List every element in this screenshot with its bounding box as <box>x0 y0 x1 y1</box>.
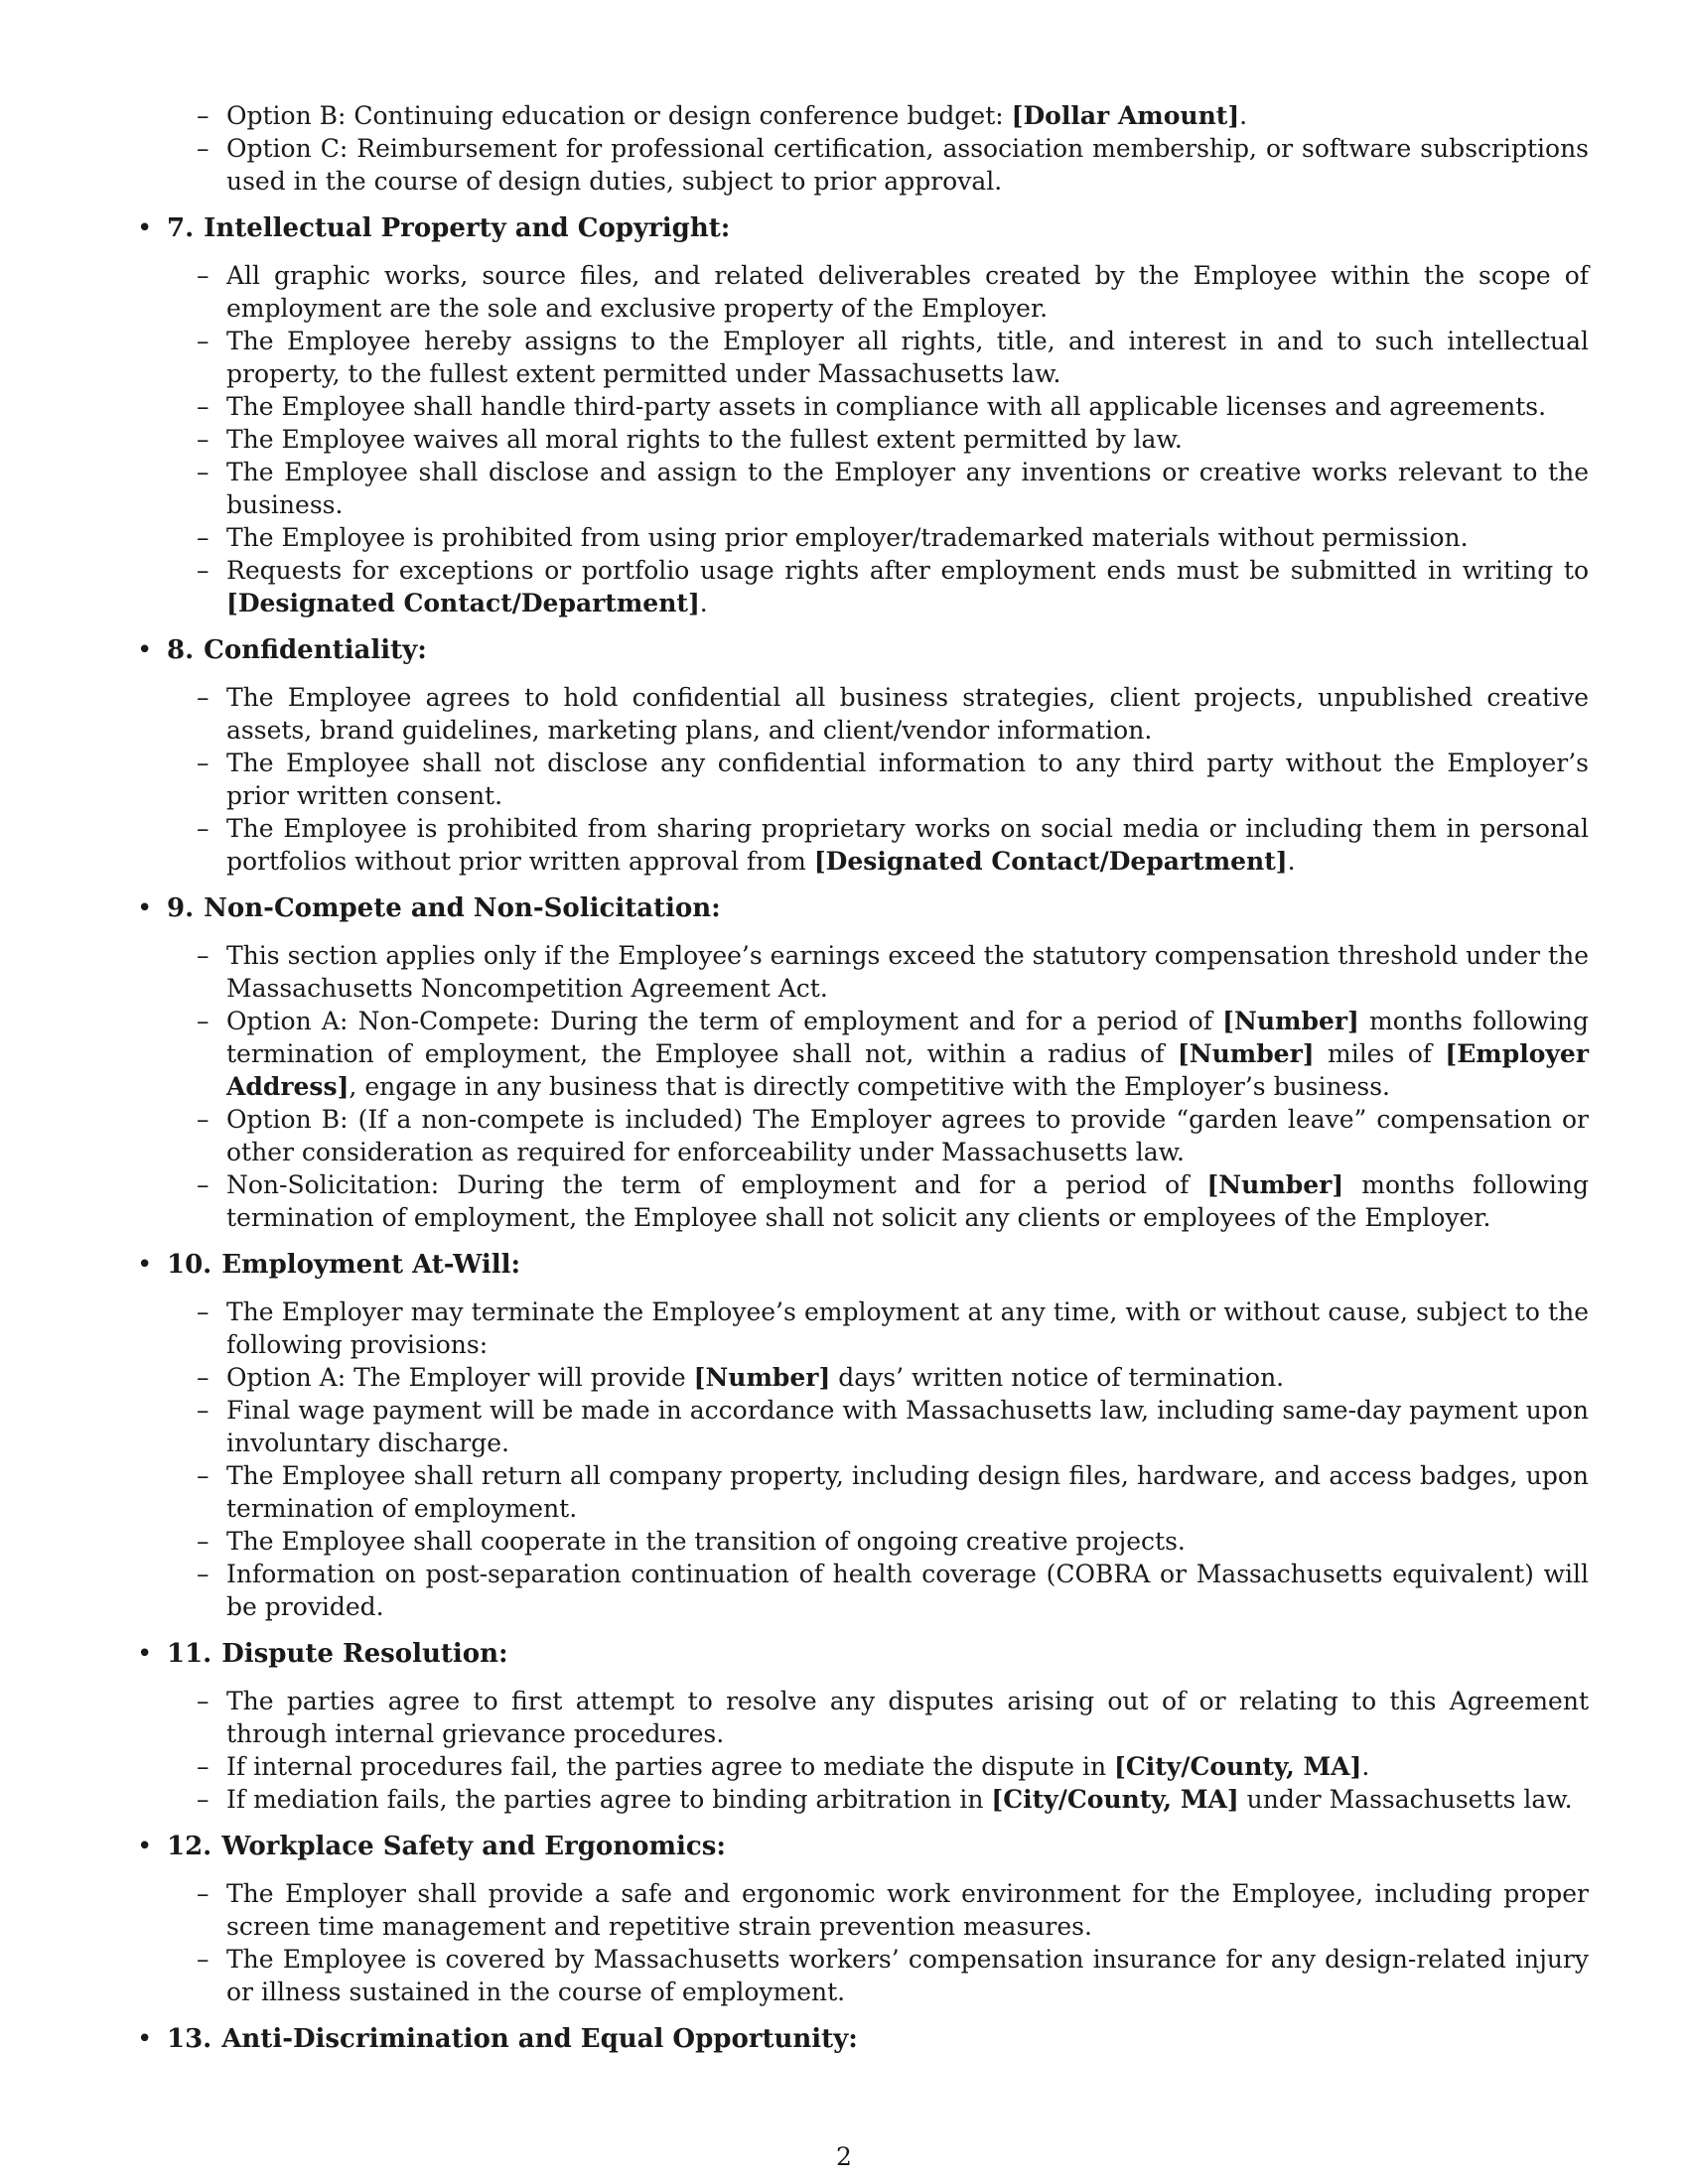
item-text: months following termination of employment, the Employee shall not, within a radius of <box>226 1007 1590 1068</box>
item-text: . <box>699 589 708 617</box>
list-item <box>137 456 1589 521</box>
section-heading <box>137 1637 1589 1671</box>
list-item <box>137 1103 1589 1168</box>
list-item <box>137 390 1589 423</box>
item-text: Option B: (If a non-compete is included) The Employer agrees to provide “garden leave” compensation or other consideration as required for enforceability under Massachusetts law. <box>226 1105 1589 1166</box>
section-number: 9. <box>167 893 195 923</box>
item-text: This section applies only if the Employee’s earnings exceed the statutory compensation threshold under the Massachusetts Noncompetition Agreement Act. <box>226 941 1589 1003</box>
dash-bullet: – <box>197 1461 210 1490</box>
section-title: Dispute Resolution: <box>221 1639 508 1669</box>
item-text: Non-Solicitation: During the term of employment and for a period of <box>226 1170 1207 1199</box>
dash-bullet: – <box>197 1170 210 1199</box>
section-title: Workplace Safety and Ergonomics: <box>221 1832 726 1861</box>
item-text: The Employee shall not disclose any confidential information to any third party without the Employer’s prior written consent. <box>226 749 1589 810</box>
item-text: If mediation fails, the parties agree to binding arbitration in <box>226 1785 992 1814</box>
section-title: Employment At-Will: <box>221 1250 521 1280</box>
dash-bullet: – <box>197 1945 210 1974</box>
list-item <box>137 259 1589 325</box>
item-text: , engage in any business that is directly competitive with the Employer’s business. <box>349 1072 1391 1101</box>
section <box>137 1637 1589 1816</box>
section <box>137 2022 1589 2056</box>
dash-bullet: – <box>197 458 210 486</box>
list-item <box>137 1296 1589 1361</box>
section-heading <box>137 1830 1589 1863</box>
section-number: 7. <box>167 213 195 243</box>
dash-bullet: – <box>197 101 210 130</box>
dash-bullet: – <box>197 1560 210 1588</box>
item-text: The Employee hereby assigns to the Employer all rights, title, and interest in and to such intellectual property, to the fullest extent permitted under Massachusetts law. <box>226 327 1589 388</box>
leading-items <box>137 99 1589 198</box>
bullet-icon: • <box>137 1832 153 1861</box>
item-text: . <box>1239 101 1248 130</box>
dash-bullet: – <box>197 134 210 163</box>
dash-bullet: – <box>197 683 210 712</box>
section <box>137 633 1589 878</box>
item-text: The Employer shall provide a safe and ergonomic work environment for the Employee, including proper screen time management and repetitive strain prevention measures. <box>226 1879 1589 1941</box>
item-text: Option A: Non-Compete: During the term of employment and for a period of <box>226 1007 1223 1035</box>
bullet-icon: • <box>137 1639 153 1669</box>
item-text: Final wage payment will be made in accordance with Massachusetts law, including same-day payment upon involuntary discharge. <box>226 1396 1589 1457</box>
section <box>137 1830 1589 2008</box>
item-text: The Employer may terminate the Employee’s employment at any time, with or without cause, subject to the following provisions: <box>226 1297 1589 1359</box>
bullet-icon: • <box>137 635 153 665</box>
list-item <box>137 1783 1589 1816</box>
list-item <box>137 1005 1589 1103</box>
section-heading <box>137 211 1589 245</box>
dash-bullet: – <box>197 1297 210 1326</box>
section <box>137 891 1589 1234</box>
dash-bullet: – <box>197 814 210 843</box>
bullet-icon: • <box>137 2024 153 2054</box>
list-item <box>137 1877 1589 1943</box>
dash-bullet: – <box>197 1363 210 1392</box>
item-text: All graphic works, source files, and related deliverables created by the Employee within the scope of employment are the sole and exclusive property of the Employer. <box>226 261 1589 323</box>
item-text: miles of <box>1314 1039 1446 1068</box>
document-page <box>137 99 1589 2070</box>
item-text: months following termination of employment, the Employee shall not solicit any clients or employees of the Employer. <box>226 1170 1589 1232</box>
list-item <box>137 325 1589 390</box>
item-text: Option C: Reimbursement for professional certification, association membership, or software subscriptions used in the course of design duties, subject to prior approval. <box>226 134 1589 196</box>
list-item <box>137 681 1589 747</box>
list-item <box>137 1168 1589 1234</box>
dash-bullet: – <box>197 523 210 552</box>
bullet-icon: • <box>137 1250 153 1280</box>
placeholder-field: [Designated Contact/Department] <box>226 589 700 617</box>
item-text: The Employee shall handle third-party assets in compliance with all applicable licenses and agreements. <box>226 392 1547 421</box>
list-item <box>137 1750 1589 1783</box>
item-text: The Employee is covered by Massachusetts workers’ compensation insurance for any design-related injury or illness sustained in the course of employment. <box>226 1945 1589 2006</box>
item-text: Information on post-separation continuation of health coverage (COBRA or Massachusetts equivalent) will be provided. <box>226 1560 1589 1621</box>
list-item <box>137 1558 1589 1623</box>
list-item <box>137 812 1589 878</box>
section <box>137 211 1589 619</box>
list-item <box>137 1459 1589 1525</box>
placeholder-field: [Employer Address] <box>226 1039 1589 1101</box>
item-text: The Employee is prohibited from using prior employer/trademarked materials without permission. <box>226 523 1469 552</box>
list-item <box>137 132 1589 198</box>
item-text: The Employee waives all moral rights to the fullest extent permitted by law. <box>226 425 1183 454</box>
dash-bullet: – <box>197 1687 210 1715</box>
item-text: Requests for exceptions or portfolio usage rights after employment ends must be submitted in writing to <box>226 556 1589 585</box>
item-text: Option B: Continuing education or design conference budget: <box>226 101 1012 130</box>
item-text: under Massachusetts law. <box>1238 1785 1573 1814</box>
list-item <box>137 1525 1589 1558</box>
placeholder-field: [Number] <box>1206 1170 1344 1199</box>
item-text: The Employee agrees to hold confidential all business strategies, client projects, unpublished creative assets, brand guidelines, marketing plans, and client/vendor information. <box>226 683 1589 745</box>
section-heading <box>137 2022 1589 2056</box>
placeholder-field: [Designated Contact/Department] <box>813 847 1288 876</box>
list-item <box>137 1361 1589 1394</box>
page-number: 2 <box>836 2142 852 2171</box>
section-number: 12. <box>167 1832 212 1861</box>
dash-bullet: – <box>197 1785 210 1814</box>
dash-bullet: – <box>197 1752 210 1781</box>
section-heading <box>137 1248 1589 1282</box>
section-title: Anti-Discrimination and Equal Opportunity: <box>221 2024 858 2054</box>
list-item <box>137 1685 1589 1750</box>
section-number: 11. <box>167 1639 212 1669</box>
dash-bullet: – <box>197 1396 210 1425</box>
placeholder-field: [Number] <box>1222 1007 1359 1035</box>
dash-bullet: – <box>197 425 210 454</box>
list-item <box>137 1943 1589 2008</box>
item-text: . <box>1287 847 1296 876</box>
section-title: Confidentiality: <box>204 635 427 665</box>
dash-bullet: – <box>197 749 210 777</box>
list-item <box>137 1394 1589 1459</box>
placeholder-field: [City/County, MA] <box>1114 1752 1362 1781</box>
section-number: 10. <box>167 1250 212 1280</box>
section <box>137 1248 1589 1623</box>
dash-bullet: – <box>197 327 210 355</box>
placeholder-field: [Number] <box>1177 1039 1315 1068</box>
section-number: 8. <box>167 635 195 665</box>
dash-bullet: – <box>197 941 210 970</box>
item-text: The Employee shall cooperate in the transition of ongoing creative projects. <box>226 1527 1186 1556</box>
section-number: 13. <box>167 2024 212 2054</box>
item-text: Option A: The Employer will provide <box>226 1363 694 1392</box>
dash-bullet: – <box>197 1879 210 1908</box>
list-item <box>137 99 1589 132</box>
item-text: days’ written notice of termination. <box>830 1363 1285 1392</box>
section-heading <box>137 891 1589 925</box>
dash-bullet: – <box>197 1105 210 1134</box>
bullet-icon: • <box>137 213 153 243</box>
dash-bullet: – <box>197 556 210 585</box>
dash-bullet: – <box>197 392 210 421</box>
sections <box>137 211 1589 2056</box>
section-title: Non-Compete and Non-Solicitation: <box>204 893 721 923</box>
item-text: The Employee is prohibited from sharing proprietary works on social media or including them in personal portfolios without prior written approval from <box>226 814 1589 876</box>
dash-bullet: – <box>197 1007 210 1035</box>
list-item <box>137 521 1589 554</box>
list-item <box>137 423 1589 456</box>
item-text: The Employee shall disclose and assign to the Employer any inventions or creative works relevant to the business. <box>226 458 1589 519</box>
section-heading <box>137 633 1589 667</box>
placeholder-field: [City/County, MA] <box>991 1785 1239 1814</box>
placeholder-field: [Number] <box>693 1363 831 1392</box>
section-title: Intellectual Property and Copyright: <box>204 213 731 243</box>
list-item <box>137 939 1589 1005</box>
list-item <box>137 747 1589 812</box>
dash-bullet: – <box>197 261 210 290</box>
dash-bullet: – <box>197 1527 210 1556</box>
placeholder-field: [Dollar Amount] <box>1011 101 1240 130</box>
list-item <box>137 554 1589 619</box>
bullet-icon: • <box>137 893 153 923</box>
item-text: The parties agree to first attempt to resolve any disputes arising out of or relating to this Agreement through internal grievance procedures. <box>226 1687 1589 1748</box>
item-text: The Employee shall return all company property, including design files, hardware, and access badges, upon termination of employment. <box>226 1461 1589 1523</box>
item-text: If internal procedures fail, the parties agree to mediate the dispute in <box>226 1752 1115 1781</box>
item-text: . <box>1361 1752 1370 1781</box>
